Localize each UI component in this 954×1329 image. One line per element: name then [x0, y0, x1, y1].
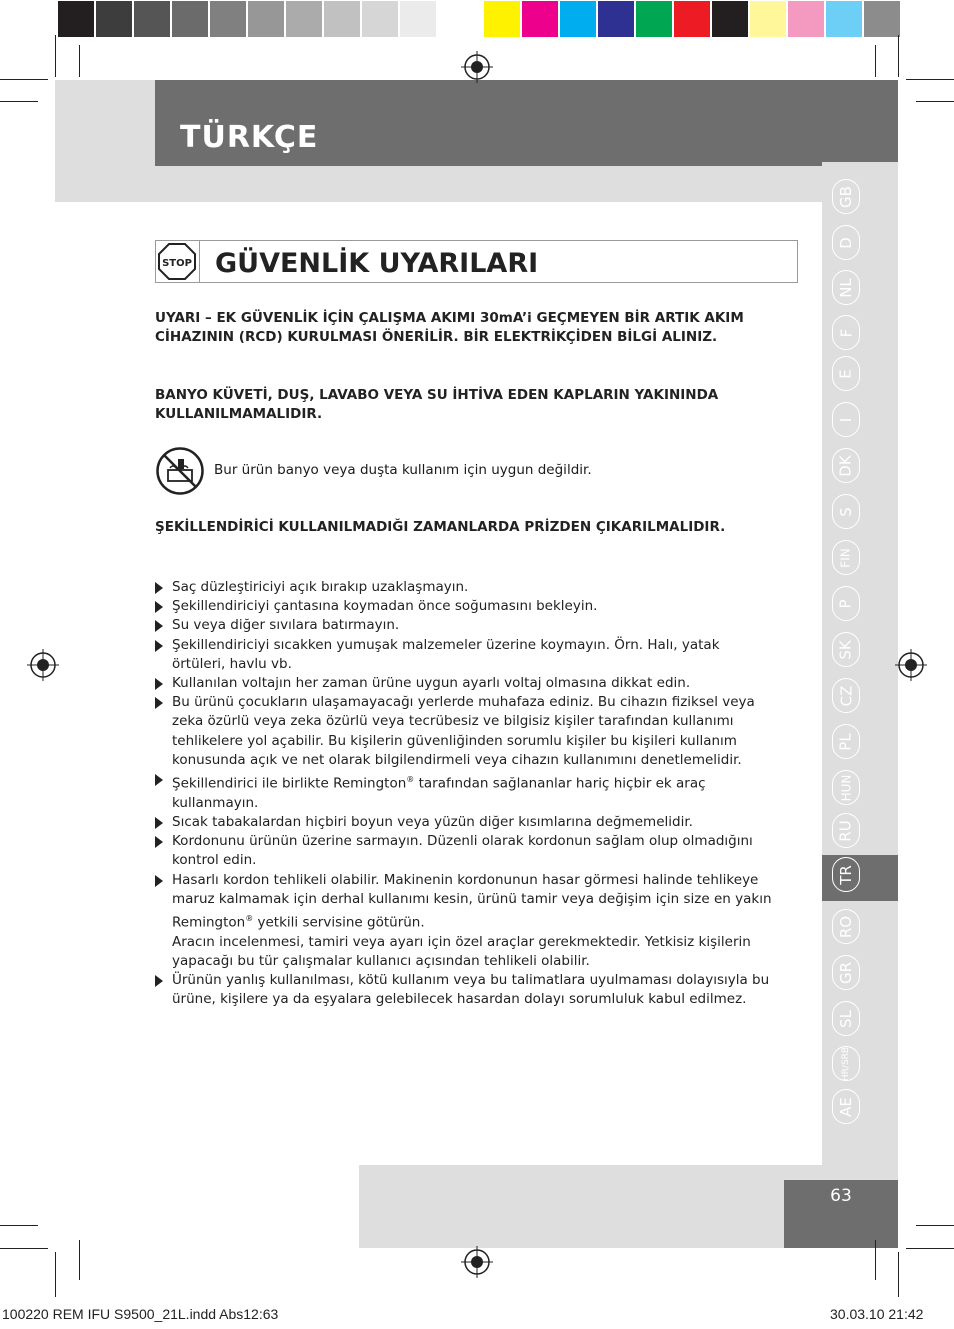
color-swatch [521, 0, 559, 38]
language-tab-fin[interactable] [832, 540, 860, 575]
section-title: GÜVENLİK UYARILARI [215, 248, 539, 279]
bullet-item: Şekillendirici ile birlikte Remington® tarafından sağlananlar hariç hiçbir ek araç kullanmayın. [155, 770, 775, 813]
language-tab-s[interactable] [832, 494, 860, 529]
language-tab-nl[interactable] [832, 270, 860, 305]
stop-icon-text: STOP [162, 258, 192, 269]
bullet-continuation: Aracın incelenmesi, tamiri veya ayarı için özel araçlar gerekmektedir. Yetkisiz kişilerin yapacağı bu tür çalışmalar kullanıcı açısından tehlikeli olabilir. [172, 933, 751, 969]
bullet-item: Kullanılan voltajın her zaman ürüne uygun ayarlı voltaj olmasına dikkat edin. [155, 674, 775, 693]
language-tab-label: PL [837, 732, 855, 751]
water-warning: BANYO KÜVETİ, DUŞ, LAVABO VEYA SU İHTİVA EDEN KAPLARIN YAKININDA KULLANILMAMALIDIR. [155, 387, 719, 422]
language-tab-label: TR [837, 864, 855, 885]
crop-mark [898, 1252, 899, 1297]
registration-mark-icon [461, 51, 493, 83]
language-tab-label: I [837, 417, 855, 422]
bullet-item: Şekillendiriciyi sıcakken yumuşak malzemeler üzerine koymayın. Örn. Halı, yatak örtüleri, havlu vb. [155, 636, 775, 674]
unplug-warning: ŞEKİLLENDİRİCİ KULLANILMADIĞI ZAMANLARDA PRİZDEN ÇIKARILMALIDIR. [155, 519, 726, 535]
language-tab-label: NL [836, 277, 855, 298]
language-tab-label: D [837, 236, 855, 249]
page-number: 63 [830, 1186, 852, 1206]
section-heading-divider [199, 240, 200, 283]
crop-mark [0, 1248, 48, 1249]
language-tab-label: SK [836, 639, 855, 660]
color-swatch [749, 0, 787, 38]
bullet-item: Sıcak tabakalardan hiçbiri boyun veya yüzün diğer kısımlarına değmemelidir. [155, 813, 775, 832]
language-tab-hun[interactable] [832, 770, 860, 805]
crop-mark [0, 101, 38, 102]
language-tab-label: FIN [838, 547, 853, 568]
language-tab-e[interactable] [832, 356, 860, 391]
color-swatch [209, 0, 247, 38]
color-swatch [95, 0, 133, 38]
bullet-item: Su veya diğer sıvılara batırmayın. [155, 616, 775, 635]
language-tab-label: F [836, 328, 855, 337]
color-swatch [57, 0, 95, 38]
color-swatch [787, 0, 825, 38]
color-swatch [323, 0, 361, 38]
crop-mark [916, 101, 954, 102]
no-bath-text: Bur ürün banyo veya duşta kullanım için uygun değildir. [214, 462, 592, 478]
crop-mark [79, 1240, 80, 1280]
safety-bullet-list [155, 578, 775, 1009]
color-swatch [437, 0, 475, 38]
crop-mark [906, 79, 954, 80]
stop-sign-icon [156, 241, 198, 282]
bullet-item: Kordonunu ürünün üzerine sarmayın. Düzenli olarak kordonun sağlam olup olmadığını kontrol edin. [155, 832, 775, 870]
color-swatch [863, 0, 901, 38]
language-tab-tr[interactable] [832, 857, 860, 892]
language-tab-ru[interactable] [832, 813, 860, 848]
no-bath-icon [155, 446, 205, 496]
language-tab-d[interactable] [832, 225, 860, 260]
crop-mark [55, 35, 56, 77]
language-tab-gb[interactable] [832, 179, 860, 214]
color-swatch [711, 0, 749, 38]
print-slug-file: 100220 REM IFU S9500_21L.indd Abs12:63 [2, 1306, 279, 1322]
color-swatch [247, 0, 285, 38]
registration-mark-icon [461, 1246, 493, 1278]
language-tab-pl[interactable] [832, 724, 860, 759]
color-swatch [171, 0, 209, 38]
language-tab-ae[interactable] [832, 1089, 860, 1124]
language-tab-label: E [836, 368, 855, 379]
color-swatch [559, 0, 597, 38]
color-swatch [285, 0, 323, 38]
color-swatch [399, 0, 437, 38]
print-slug-date: 30.03.10 21:42 [830, 1306, 924, 1322]
language-tab-sl[interactable] [832, 1001, 860, 1036]
color-swatch [597, 0, 635, 38]
color-swatch [673, 0, 711, 38]
language-tab-cz[interactable] [832, 678, 860, 713]
color-swatch [133, 0, 171, 38]
language-tab-label: HR/SRB [841, 1046, 852, 1081]
color-swatch [483, 0, 521, 38]
color-swatch [635, 0, 673, 38]
crop-mark [0, 1225, 38, 1226]
language-tab-label: S [837, 506, 855, 517]
registration-mark-icon [895, 649, 927, 681]
crop-mark [898, 35, 899, 77]
language-tab-label: AE [837, 1096, 855, 1117]
rcd-warning: UYARI – EK GÜVENLİK İÇİN ÇALIŞMA AKIMI 30mA’i GEÇMEYEN BİR ARTIK AKIM CİHAZININ (RCD) KURULMASI ÖNERİLİR. BİR ELEKTRİKÇİDEN BİLGİ ALINIZ. [155, 310, 744, 345]
language-tab-dk[interactable] [832, 448, 860, 483]
language-tab-label: GB [836, 185, 855, 208]
color-swatch [825, 0, 863, 38]
page-title: TÜRKÇE [180, 120, 319, 155]
bullet-item: Bu ürünü çocukların ulaşamayacağı yerlerde muhafaza ediniz. Bu cihazın fiziksel veya zeka özürlü veya zeka özürlü veya tecrübesiz ve bilgisiz kişiler tarafından kullanımı tehlikelere yol açabilir. Bu kişilerin güvenliğinden sorumlu kişiler bu kişileri kullanım konusunda açık ve net olarak bilgilendirmeli veya cihazın kullanımını denetlemelidir. [155, 693, 775, 770]
crop-mark [875, 1240, 876, 1280]
language-tab-f[interactable] [832, 315, 860, 350]
bullet-item: Hasarlı kordon tehlikeli olabilir. Makinenin kordonunun hasar görmesi halinde tehlikeye maruz kalmamak için derhal kullanımı kesin, ürünü tamir veya değişim için size en yakın Remington® yetkili servisine götürün. [155, 871, 775, 933]
language-tab-label: P [836, 598, 855, 609]
language-tab-sk[interactable] [832, 632, 860, 667]
crop-mark [875, 45, 876, 77]
bullet-item: Ürünün yanlış kullanılması, kötü kullanım veya bu talimatlara uyulmaması dolayısıyla bu ürüne, kişilere ya da eşyalara gelebilecek hasardan dolayı sorumluluk kabul edilmez. [155, 971, 775, 1009]
crop-mark [906, 1248, 954, 1249]
language-tab-gr[interactable] [832, 955, 860, 990]
language-tab-hr-srb[interactable] [832, 1046, 860, 1081]
crop-mark [55, 1252, 56, 1297]
bullet-item: Saç düzleştiriciyi açık bırakıp uzaklaşmayın. [155, 578, 775, 597]
registration-mark-icon [27, 649, 59, 681]
language-tab-p[interactable] [832, 586, 860, 621]
crop-mark [0, 79, 48, 80]
bullet-item: Şekillendiriciyi çantasına koymadan önce soğumasını bekleyin. [155, 597, 775, 616]
color-calibration-bar [57, 0, 897, 38]
language-tab-label: RU [837, 819, 855, 842]
language-tab-label: CZ [837, 685, 855, 706]
language-tab-label: GR [836, 961, 855, 984]
language-tab-label: RO [836, 915, 855, 938]
crop-mark [916, 1225, 954, 1226]
language-tab-i[interactable] [832, 402, 860, 437]
language-tab-ro[interactable] [832, 909, 860, 944]
language-tab-label: DK [836, 454, 855, 477]
color-swatch [361, 0, 399, 38]
crop-mark [79, 45, 80, 77]
language-tab-label: HUN [839, 774, 854, 801]
language-tab-label: SL [836, 1009, 855, 1028]
